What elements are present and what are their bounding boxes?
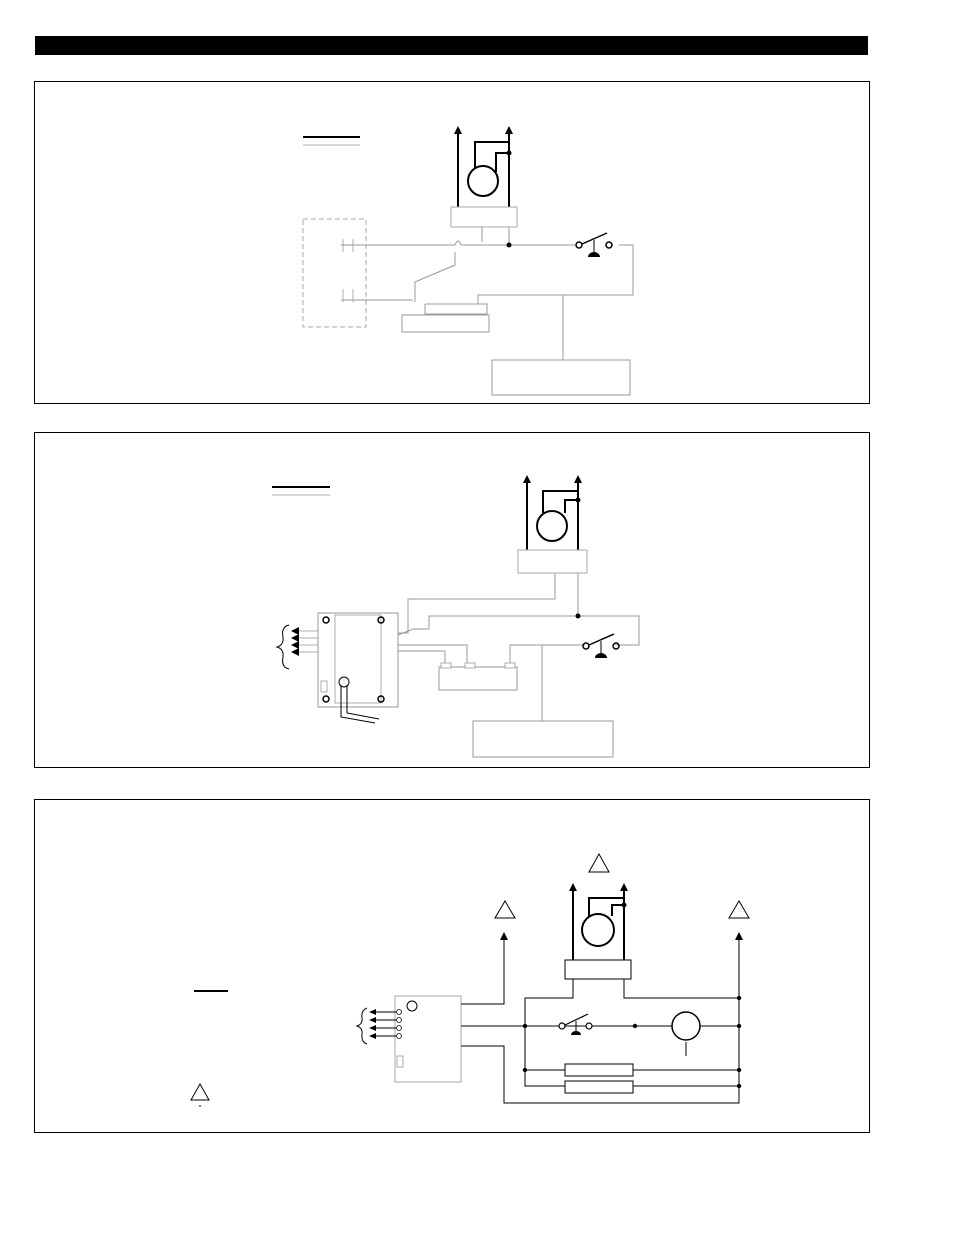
wiring-diagram-1 (35, 82, 871, 405)
junction-dot (507, 243, 512, 248)
legend-lines (303, 137, 360, 145)
junction-dot (576, 614, 581, 619)
wiring-diagram-panel-1 (34, 81, 870, 404)
motor-symbol (518, 475, 587, 573)
terminal-arrow-icon (277, 625, 318, 669)
wiring (341, 227, 633, 395)
caution-triangle-icon (191, 854, 749, 1100)
pressure-switch-symbol (559, 1014, 592, 1035)
wiring (461, 932, 743, 1103)
pressure-switch-symbol (576, 233, 612, 257)
control-module (395, 996, 461, 1082)
header-bar (35, 36, 868, 55)
motor-symbol (565, 883, 631, 979)
control-module (318, 613, 398, 723)
pressure-switch-symbol (583, 634, 619, 658)
legend-lines (272, 487, 330, 495)
wiring-diagram-panel-2 (34, 432, 870, 768)
wiring-diagram-panel-3 (34, 799, 870, 1133)
heater-elements (565, 1064, 633, 1093)
blower-symbol (672, 1012, 700, 1040)
wiring-diagram-2 (35, 433, 871, 769)
wiring (398, 573, 639, 757)
motor-symbol (451, 126, 517, 227)
control-box-dashed (303, 219, 366, 327)
wiring-diagram-3 (35, 800, 871, 1134)
terminal-arrow-icon (357, 1008, 396, 1044)
